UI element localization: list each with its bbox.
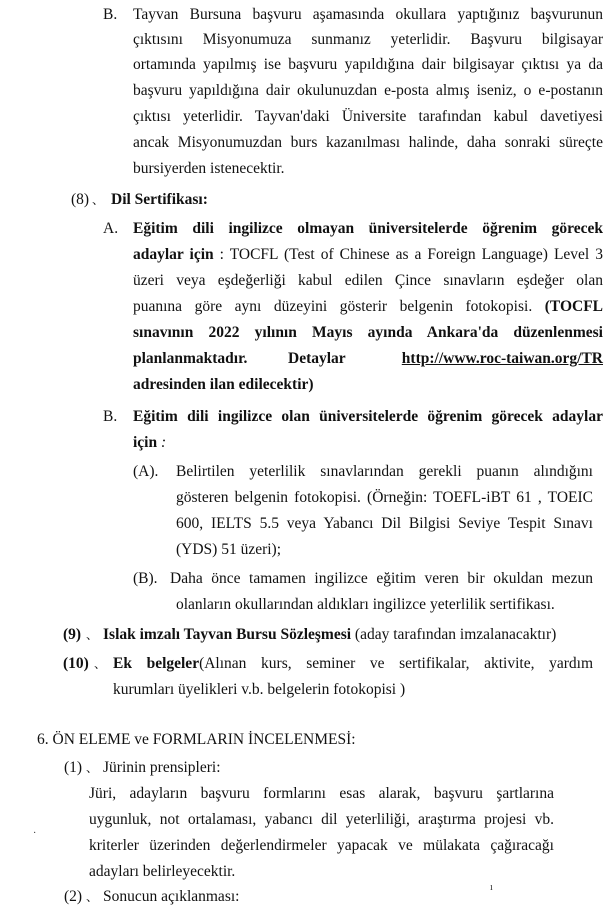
item-8a-bold: adaylar için [133, 246, 214, 263]
item-9-rest: (aday tarafından imzalanacaktır) [351, 626, 557, 643]
item-8a-text: : TOCFL (Test of Chinese as a Foreign Language) Level 3 [213, 246, 603, 263]
item-9-separator: 、 [86, 628, 99, 642]
item-8a-line: sınavının 2022 yılının Mayıs ayında Ankara'da düzenlenmesi [133, 324, 603, 341]
item-8a-line [133, 350, 603, 368]
item-8a-text: puanına göre aynı düzeyini gösterir belgenin fotokopisi. [133, 298, 545, 315]
paragraph-line: adayları belirleyecektir. [89, 863, 236, 880]
item-10-line: kurumları üyelikleri v.b. belgelerin fotokopisi ) [113, 681, 406, 698]
item-8a-line: adresinden ilan edilecektir) [133, 376, 314, 393]
scan-mark: · [33, 828, 37, 839]
item-8b-sub-a-line: gösteren belgenin fotokopisi. (Örneğin: TOEFL-iBT 61 , TOEIC [176, 489, 593, 506]
item-10-line [113, 655, 593, 673]
item-8a-line: Eğitim dili ingilizce olmayan üniversitelerde öğrenim görecek [133, 220, 603, 237]
item-8a-line: üzeri veya eşdeğerliği kabul edilen Çince sınavların eşdeğer olan [133, 272, 603, 289]
paragraph-line: uygunluk, not ortalaması, yabancı dil yeterliliği, araştırma projesi vb. [89, 811, 554, 828]
item-8b-text: : [157, 434, 167, 451]
paragraph-line: bursiyerden istenecektir. [133, 160, 285, 177]
paragraph-line: çıktısını Misyonumuza sunmanız yeterlidir. Başvuru bilgisayar [133, 31, 603, 48]
item-8b-line [133, 434, 166, 452]
paragraph-line: kriterler üzerinden değerlendirmeler yapacak ve mülakata çağıracağı [89, 837, 554, 854]
paragraph-line: Tayvan Bursuna başvuru aşamasında okullara yaptığınız başvurunun [133, 6, 603, 23]
item-10-rest: (Alınan kurs, seminer ve sertifikalar, aktivite, yardım [199, 655, 593, 672]
item-8a-bold: Detaylar [288, 350, 346, 367]
item-8b-sub-a-line: (YDS) 51 üzeri); [176, 541, 282, 558]
item-8b-sub-a-line: Belirtilen yeterlilik sınavlarından gerekli puanın alındığını [176, 463, 593, 480]
item-8b-sub-b-line: olanların okullarından aldıkları ingilizce yeterlilik sertifikası. [176, 596, 555, 613]
item-8b-sub-b-line: Daha önce tamamen ingilizce eğitim veren bir okuldan mezun [170, 570, 593, 587]
item-10-bold: Ek belgeler [113, 655, 200, 672]
item-10-separator: 、 [94, 657, 107, 671]
section-6-item-1-number: (1) [64, 759, 83, 776]
item-8a-line [133, 298, 603, 316]
item-8b-sub-a-line: 600, IELTS 5.5 veya Yabancı Dil Bilgisi Seviye Tespit Sınavı [176, 515, 593, 532]
paragraph-line: ancak Misyonumuzdan burs kazanılması halinde, daha sonraki süreçte [133, 134, 603, 151]
item-8b-marker: B. [103, 408, 118, 425]
details-link[interactable]: http://www.roc-taiwan.org/TR [401, 350, 603, 367]
section-6-item-2-number: (2) [64, 888, 83, 905]
item-8b-line: Eğitim dili ingilizce olan üniversitelerde öğrenim görecek adaylar [133, 408, 603, 425]
item-8b-bold: için [133, 434, 158, 451]
item-b-marker: B. [103, 6, 118, 23]
item-8a-line [133, 246, 603, 264]
item-10-number: (10) [63, 655, 89, 672]
paragraph-line: ortamında yapılmış ise başvuru yapıldığına dair bilgisayar çıktısı ya da [133, 56, 603, 73]
section-6-item-1-separator: 、 [86, 761, 99, 775]
section-6-title: 6. ÖN ELEME ve FORMLARIN İNCELENMESİ: [37, 731, 356, 748]
section-6-item-2-separator: 、 [86, 890, 99, 904]
item-8a-bold: planlanmaktadır. [133, 350, 248, 367]
item-8-number: (8) [71, 191, 90, 208]
item-9-text [103, 626, 556, 644]
item-8a-marker: A. [103, 220, 119, 237]
paragraph-line: çıktısı yeterlidir. Tayvan'daki Üniversite tarafından kabul davetiyesi [133, 108, 603, 125]
item-8-title: Dil Sertifikası: [111, 191, 208, 208]
item-8-separator: 、 [92, 193, 105, 207]
item-9-bold: Islak imzalı Tayvan Bursu Sözleşmesi [103, 626, 352, 643]
item-8b-sub-b-marker: (B). [133, 570, 158, 587]
section-6-item-2-title: Sonucun açıklanması: [103, 888, 240, 905]
paragraph-line: Jüri, adayların başvuru formlarını esas alarak, başvuru şartlarına [89, 785, 554, 802]
item-8b-sub-a-marker: (A). [133, 463, 159, 480]
scan-mark: ı [490, 882, 493, 893]
item-9-number: (9) [63, 626, 82, 643]
section-6-item-1-title: Jürinin prensipleri: [103, 759, 221, 776]
item-8a-bold: (TOCFL [544, 298, 603, 315]
paragraph-line: başvuru yapıldığına dair okulunuzdan e-posta almış iseniz, o e-postanın [133, 82, 603, 99]
